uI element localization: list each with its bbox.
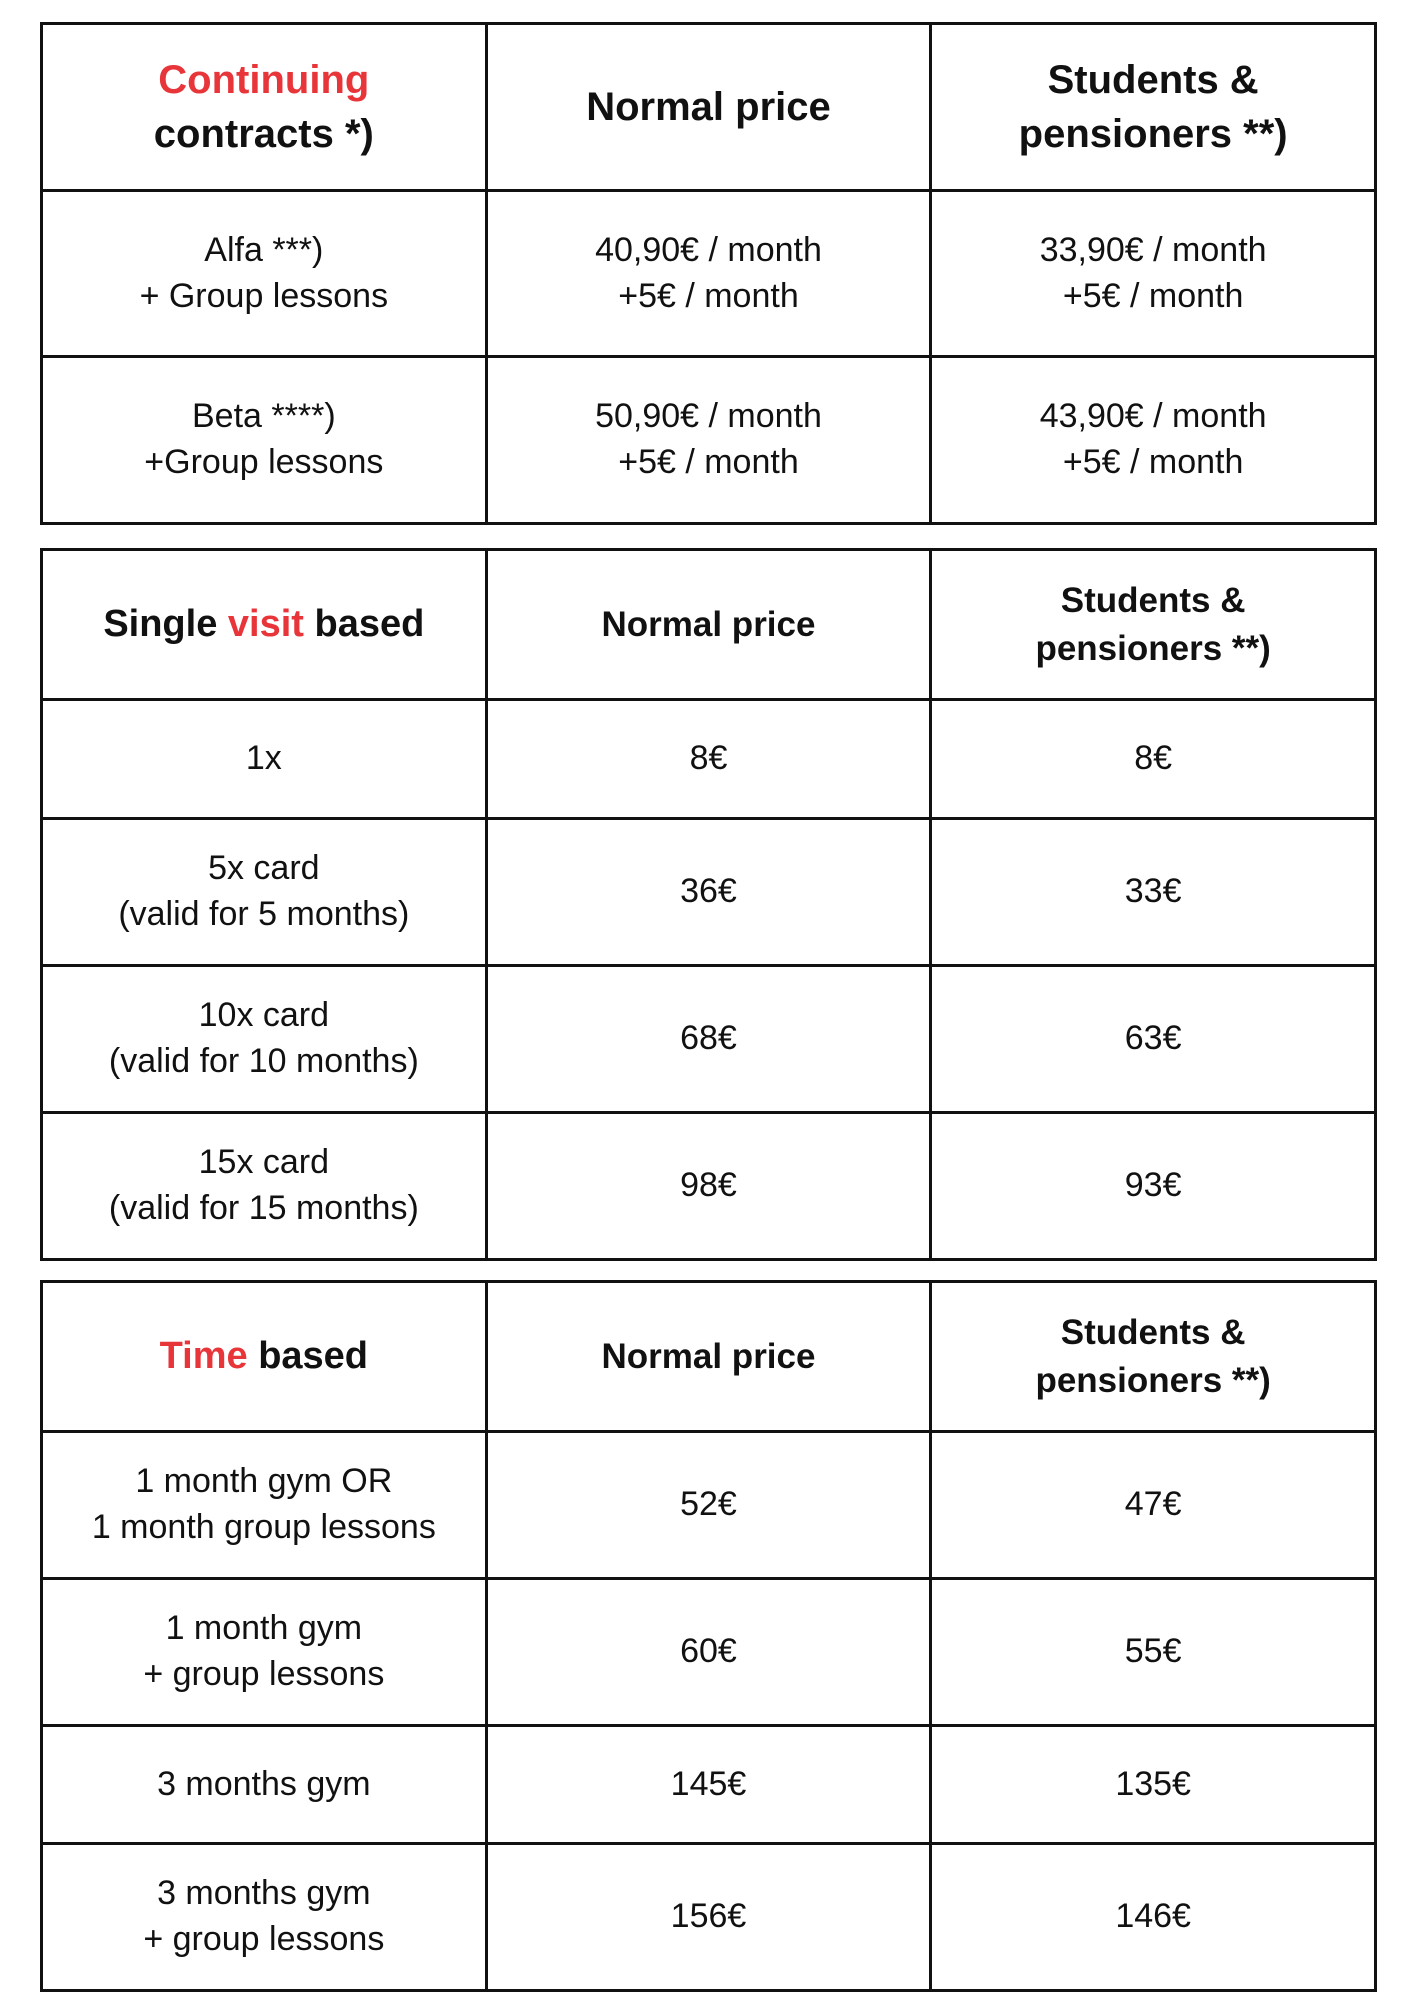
- single-title-post: based: [303, 602, 425, 645]
- normal-price-cell: [486, 700, 931, 819]
- normal-price-value: 145€: [670, 1764, 747, 1803]
- continuing-title-cell: [42, 24, 487, 191]
- normal-price-label: Normal price: [601, 604, 816, 644]
- plan-name: Alfa ***): [204, 230, 324, 269]
- normal-price-value: 156€: [670, 1897, 747, 1936]
- students-label-line2: pensioners **): [1018, 112, 1288, 156]
- normal-price-value: 98€: [680, 1166, 737, 1205]
- pass-name: 1 month gym: [165, 1609, 363, 1648]
- students-price-value: 33,90€ / month: [1039, 230, 1267, 269]
- table-row: [42, 1432, 1376, 1579]
- students-price-cell: [931, 1432, 1376, 1579]
- single-title-pre: Single: [103, 602, 228, 645]
- table-row: [42, 966, 1376, 1113]
- students-header: [931, 1282, 1376, 1432]
- pass-name-cell: [42, 1432, 487, 1579]
- pass-name-cell: [42, 1113, 487, 1260]
- normal-price-value: 52€: [680, 1485, 737, 1524]
- table-row: [42, 1113, 1376, 1260]
- students-price-cell: [931, 191, 1376, 357]
- normal-price-label: Normal price: [586, 85, 831, 129]
- normal-price-cell: [486, 1579, 931, 1726]
- pass-validity: (valid for 15 months): [108, 1189, 419, 1227]
- single-visit-title-cell: [42, 550, 487, 700]
- normal-price-value: 8€: [689, 739, 728, 778]
- students-price-value: 146€: [1115, 1897, 1191, 1936]
- single-title-accent: visit: [227, 602, 304, 645]
- pass-addon: 1 month group lessons: [91, 1508, 436, 1546]
- pass-name: 1 month gym OR: [135, 1462, 393, 1501]
- normal-price-cell: [486, 1726, 931, 1844]
- students-price-cell: [931, 1113, 1376, 1260]
- normal-price-cell: [486, 819, 931, 966]
- pass-name: 5x card: [208, 849, 320, 888]
- normal-price-addon: +5€ / month: [618, 276, 799, 315]
- students-price-cell: [931, 1844, 1376, 1991]
- students-price-cell: [931, 966, 1376, 1113]
- pass-addon: + group lessons: [143, 1655, 385, 1693]
- continuing-title-rest: contracts *): [153, 112, 374, 156]
- pass-validity: (valid for 5 months): [118, 895, 410, 933]
- normal-price-value: 60€: [680, 1632, 737, 1671]
- normal-price-header: [486, 550, 931, 700]
- students-price-value: 33€: [1124, 872, 1182, 911]
- plan-name: Beta ****): [192, 397, 336, 436]
- students-label-line1: Students &: [1047, 58, 1259, 102]
- table-row: [42, 1844, 1376, 1991]
- normal-price-cell: [486, 1113, 931, 1260]
- students-price-value: 8€: [1134, 739, 1173, 778]
- students-price-addon: +5€ / month: [1062, 443, 1244, 481]
- table-row: [42, 700, 1376, 819]
- plan-addon: + Group lessons: [139, 276, 389, 315]
- time-title-accent: Time: [159, 1334, 248, 1377]
- students-label-line2: pensioners **): [1035, 1360, 1271, 1400]
- table-row: [42, 1579, 1376, 1726]
- normal-price-header: [486, 1282, 931, 1432]
- students-price-value: 55€: [1124, 1632, 1182, 1671]
- normal-price-cell: [486, 357, 931, 524]
- normal-price-cell: [486, 1844, 931, 1991]
- pass-name: 3 months gym: [157, 1764, 371, 1803]
- students-price-cell: [931, 1726, 1376, 1844]
- students-label-line1: Students &: [1060, 581, 1246, 621]
- plan-name-cell: [42, 191, 487, 357]
- time-based-table: [40, 1280, 1377, 1992]
- continuing-title-accent: Continuing: [158, 58, 370, 102]
- students-price-value: 93€: [1124, 1166, 1182, 1205]
- students-price-addon: +5€ / month: [1062, 276, 1244, 315]
- students-header: [931, 24, 1376, 191]
- students-price-cell: [931, 700, 1376, 819]
- pass-name-cell: [42, 700, 487, 819]
- normal-price-value: 40,90€ / month: [595, 230, 822, 269]
- students-price-value: 63€: [1124, 1019, 1182, 1058]
- students-label-line1: Students &: [1060, 1313, 1246, 1353]
- time-title-post: based: [247, 1334, 369, 1377]
- normal-price-cell: [486, 191, 931, 357]
- pass-validity: (valid for 10 months): [108, 1042, 419, 1080]
- time-based-title-cell: [42, 1282, 487, 1432]
- students-price-cell: [931, 357, 1376, 524]
- students-price-cell: [931, 819, 1376, 966]
- normal-price-value: 36€: [680, 872, 737, 911]
- plan-addon: +Group lessons: [144, 443, 384, 481]
- pass-name: 1x: [245, 739, 282, 778]
- students-price-value: 135€: [1115, 1764, 1191, 1803]
- normal-price-header: [486, 24, 931, 191]
- table-header-row: [42, 1282, 1376, 1432]
- continuing-contracts-table: [40, 22, 1377, 525]
- pass-name-cell: [42, 1726, 487, 1844]
- normal-price-label: Normal price: [601, 1336, 816, 1376]
- normal-price-cell: [486, 966, 931, 1113]
- normal-price-value: 68€: [680, 1019, 737, 1058]
- normal-price-value: 50,90€ / month: [595, 397, 822, 436]
- single-visit-table: [40, 548, 1377, 1261]
- normal-price-addon: +5€ / month: [618, 443, 799, 481]
- table-row: [42, 1726, 1376, 1844]
- plan-name-cell: [42, 357, 487, 524]
- table-header-row: [42, 550, 1376, 700]
- table-row: [42, 191, 1376, 357]
- pass-name: 10x card: [198, 996, 330, 1035]
- students-price-value: 47€: [1124, 1485, 1182, 1524]
- pass-name: 3 months gym: [157, 1874, 371, 1913]
- pass-addon: + group lessons: [143, 1920, 385, 1958]
- normal-price-cell: [486, 1432, 931, 1579]
- students-price-value: 43,90€ / month: [1039, 397, 1267, 436]
- pass-name-cell: [42, 966, 487, 1113]
- students-price-cell: [931, 1579, 1376, 1726]
- pass-name-cell: [42, 1844, 487, 1991]
- pass-name: 15x card: [198, 1143, 330, 1182]
- students-label-line2: pensioners **): [1035, 628, 1271, 668]
- pass-name-cell: [42, 819, 487, 966]
- table-header-row: [42, 24, 1376, 191]
- table-row: [42, 357, 1376, 524]
- pass-name-cell: [42, 1579, 487, 1726]
- students-header: [931, 550, 1376, 700]
- table-row: [42, 819, 1376, 966]
